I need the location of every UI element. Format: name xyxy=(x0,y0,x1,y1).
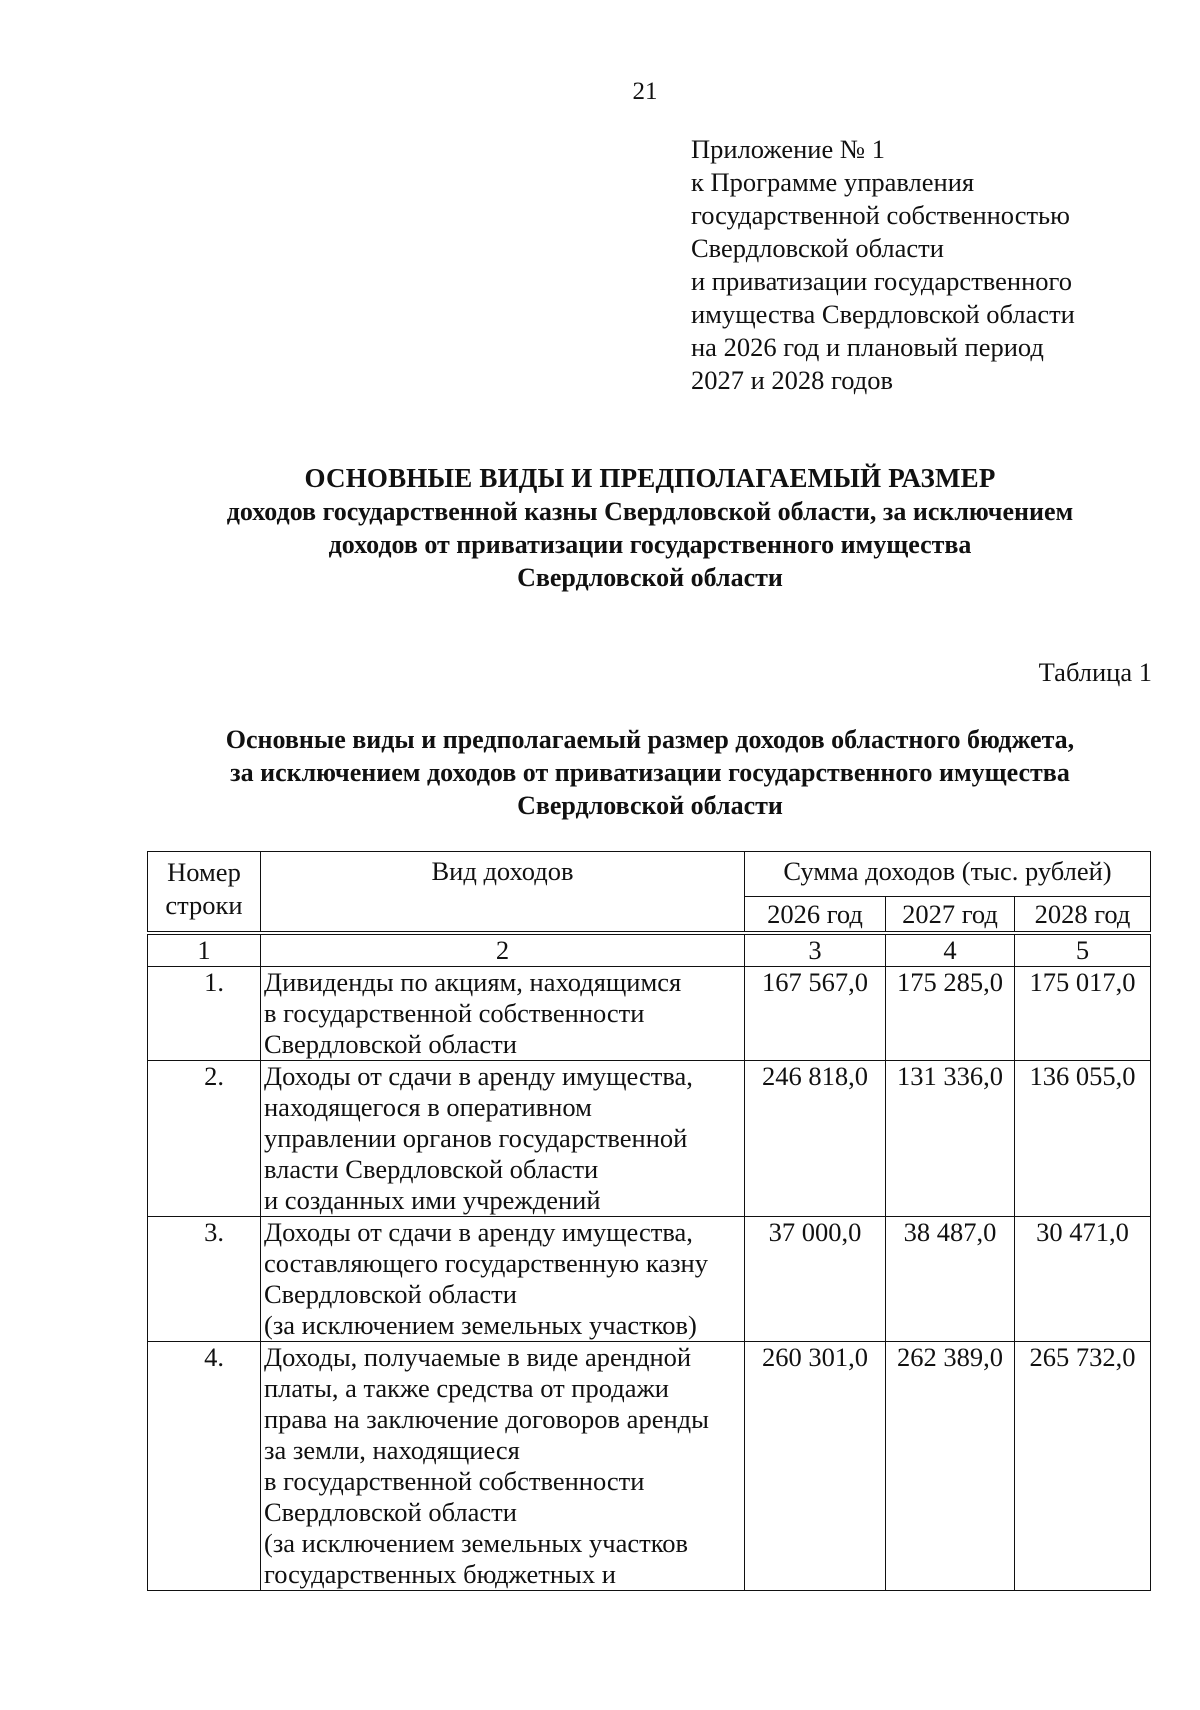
appendix-line: имущества Свердловской области xyxy=(691,299,1075,329)
appendix-line: 2027 и 2028 годов xyxy=(691,365,893,395)
value-2026: 37 000,0 xyxy=(745,1217,886,1342)
table-title-line: Свердловской области xyxy=(517,791,783,820)
table-row xyxy=(148,1342,1151,1591)
income-kind-line: за земли, находящиеся xyxy=(264,1435,520,1465)
income-kind-line: Доходы, получаемые в виде арендной xyxy=(264,1342,692,1372)
row-number: 2. xyxy=(148,1061,261,1217)
value-2028: 265 732,0 xyxy=(1015,1342,1151,1591)
value-2026: 246 818,0 xyxy=(745,1061,886,1217)
value-2028: 30 471,0 xyxy=(1015,1217,1151,1342)
income-kind-line: в государственной собственности xyxy=(264,1466,645,1496)
income-kind-line: составляющего государственную казну xyxy=(264,1248,708,1278)
appendix-line: Свердловской области xyxy=(691,233,944,263)
table-title-line: за исключением доходов от приватизации государственного имущества xyxy=(230,758,1070,787)
income-kind-line: Доходы от сдачи в аренду имущества, xyxy=(264,1061,693,1091)
income-kind-line: управлении органов государственной xyxy=(264,1123,688,1153)
row-number: 3. xyxy=(148,1217,261,1342)
income-kind-line: государственных бюджетных и xyxy=(264,1559,616,1589)
header-year: 2028 год xyxy=(1015,897,1151,934)
header-year: 2026 год xyxy=(745,897,886,934)
income-kind-line: и созданных ими учреждений xyxy=(264,1185,601,1215)
row-number: 4. xyxy=(148,1342,261,1591)
appendix-note xyxy=(691,133,1075,397)
page-number: 21 xyxy=(632,78,658,105)
row-number: 1. xyxy=(148,967,261,1061)
value-2027: 131 336,0 xyxy=(886,1061,1015,1217)
value-2028: 175 017,0 xyxy=(1015,967,1151,1061)
column-number: 5 xyxy=(1015,933,1151,967)
income-kind-line: (за исключением земельных участков) xyxy=(264,1310,697,1340)
document-title-line: Свердловской области xyxy=(517,563,783,592)
document-title-line: доходов государственной казны Свердловской области, за исключением xyxy=(226,497,1074,526)
income-kind xyxy=(261,1342,745,1591)
table-title xyxy=(0,723,1200,822)
header-income-kind: Вид доходов xyxy=(261,852,745,934)
document-title-line: ОСНОВНЫЕ ВИДЫ И ПРЕДПОЛАГАЕМЫЙ РАЗМЕР xyxy=(304,463,996,493)
appendix-line: Приложение № 1 xyxy=(691,134,886,164)
table-row xyxy=(148,1061,1151,1217)
income-kind-line: платы, а также средства от продажи xyxy=(264,1373,669,1403)
income-kind-line: Дивиденды по акциям, находящимся xyxy=(264,967,682,997)
income-table xyxy=(147,851,1151,1591)
income-kind-line: находящегося в оперативном xyxy=(264,1092,592,1122)
document-title-line: доходов от приватизации государственного имущества xyxy=(328,530,972,559)
header-sum: Сумма доходов (тыс. рублей) xyxy=(745,852,1151,897)
table-row xyxy=(148,967,1151,1061)
column-number: 1 xyxy=(148,933,261,967)
value-2027: 175 285,0 xyxy=(886,967,1015,1061)
value-2026: 167 567,0 xyxy=(745,967,886,1061)
value-2027: 38 487,0 xyxy=(886,1217,1015,1342)
income-kind-line: права на заключение договоров аренды xyxy=(264,1404,709,1434)
value-2027: 262 389,0 xyxy=(886,1342,1015,1591)
appendix-line: к Программе управления xyxy=(691,167,975,197)
appendix-line: государственной собственностью xyxy=(691,200,1070,230)
income-kind-line: власти Свердловской области xyxy=(264,1154,599,1184)
column-number: 4 xyxy=(886,933,1015,967)
value-2028: 136 055,0 xyxy=(1015,1061,1151,1217)
income-kind-line: (за исключением земельных участков xyxy=(264,1528,689,1558)
document-title xyxy=(0,462,1200,594)
income-kind-line: в государственной собственности xyxy=(264,998,645,1028)
column-number: 2 xyxy=(261,933,745,967)
table-title-line: Основные виды и предполагаемый размер доходов областного бюджета, xyxy=(225,725,1075,754)
income-kind-line: Свердловской области xyxy=(264,1029,517,1059)
income-kind-line: Свердловской области xyxy=(264,1279,517,1309)
table-label: Таблица 1 xyxy=(1038,657,1152,687)
value-2026: 260 301,0 xyxy=(745,1342,886,1591)
income-kind-line: Доходы от сдачи в аренду имущества, xyxy=(264,1217,693,1247)
appendix-line: на 2026 год и плановый период xyxy=(691,332,1044,362)
column-number: 3 xyxy=(745,933,886,967)
income-kind xyxy=(261,1061,745,1217)
income-kind xyxy=(261,1217,745,1342)
header-year: 2027 год xyxy=(886,897,1015,934)
income-kind-line: Свердловской области xyxy=(264,1497,517,1527)
appendix-line: и приватизации государственного xyxy=(691,266,1072,296)
table-row xyxy=(148,1217,1151,1342)
header-row-number: Номер строки xyxy=(148,852,261,934)
income-kind xyxy=(261,967,745,1061)
